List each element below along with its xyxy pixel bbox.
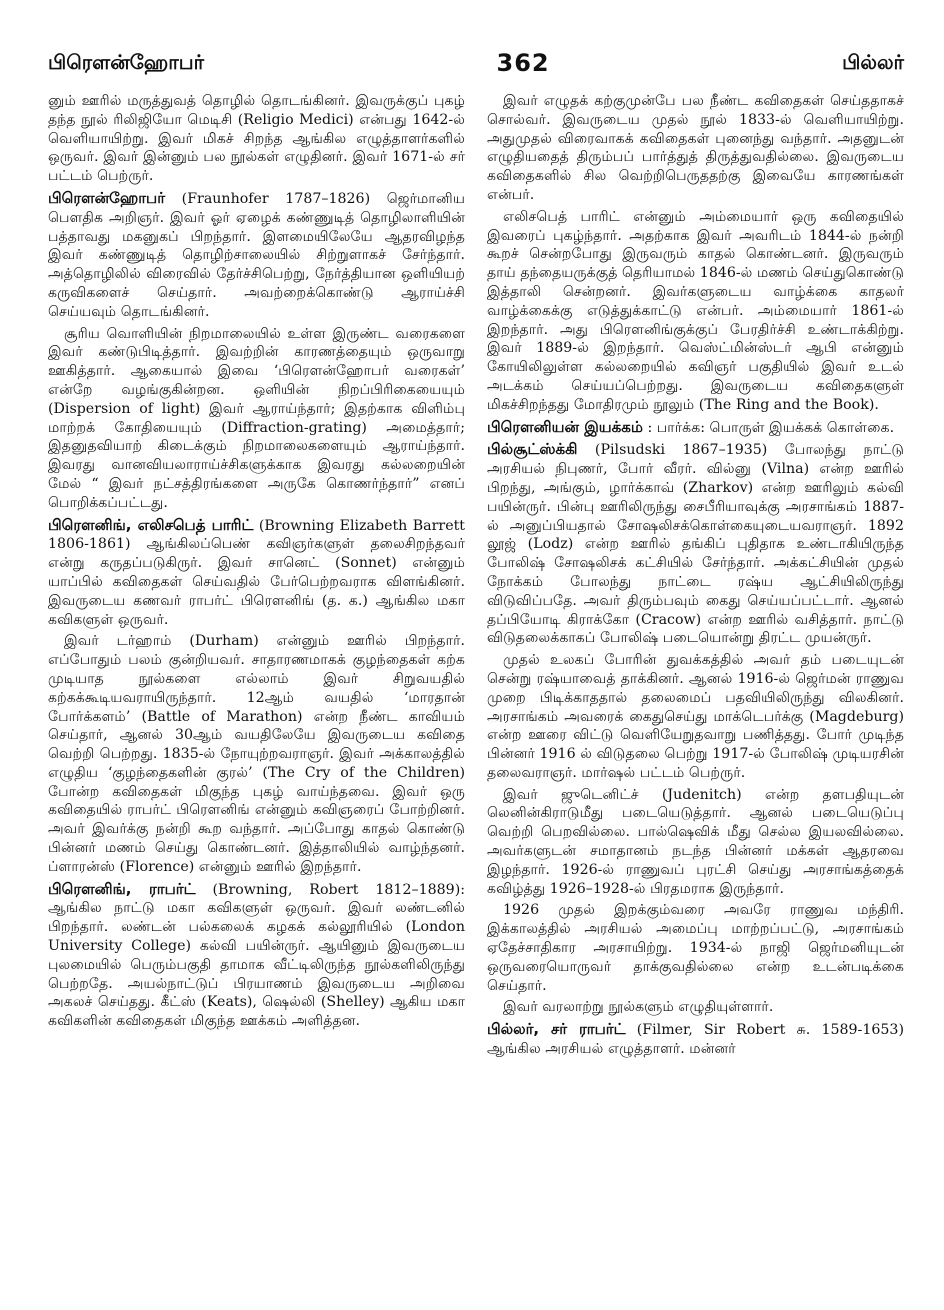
running-head	[48, 46, 904, 80]
entry-browning-elizabeth	[48, 516, 465, 630]
entry-text: (Fraunhofer 1787–1826) ஜெர்மானிய பௌதிக அறிஞர். இவர் ஓர் ஏழைக் கண்ணுடித் தொழிலாளியின் பத்தாவது மகனுகப் பிறந்தார். இளமையிலேயே ஆதரவிழந்த இவர் கண்ணுடித் தொழிற்சாலையில் சிற்றுளாகச் சேர்ந்தார். அத்தொழிலில் விரைவில் தேர்ச்சிபெற்று, நேர்த்தியான ஒளியியற் கருவிகளைச் செய்தார். அவற்றைக்கொண்டு ஆராய்ச்சி செய்யவும் தொடங்கினர்.	[48, 190, 465, 320]
entry-fraunhofer	[48, 189, 465, 322]
header-left-guideword: பிரௌன்ஹோபர்	[48, 49, 205, 74]
left-column	[48, 92, 465, 1302]
entry-headword: பில்லர், சர் ராபர்ட்	[487, 1020, 626, 1039]
right-column	[487, 92, 904, 1302]
entry-headword: பிரௌனிங், ராபர்ட்	[48, 879, 196, 898]
entry-text: (Pilsudski 1867–1935) போலந்து நாட்டு அரசியல் நிபுணர், போர் வீரர். வில்னு (Vilna) என்ற ஊரில் பிறந்து, அங்கும், ழார்க்காவ் (Zharkov) என்ற ஊரிலும் கல்வி பயின்ருர். பின்பு ஊரிலிருந்து சைபீரியாவுக்கு அரசாங்கம் 1887-ல் அனுப்பியதால் சோஷலிசக்கொள்கையுடையவராஞர். 1892 லூஜ் (Lodz) என்ற ஊரில் தங்கிப் புதிதாக உண்டாகியிருந்த போலிஷ் சோஷலிசக் கட்சியில் சேர்ந்தார். அக்கட்சியின் முதல் நோக்கம் போலந்து நாட்டை ரஷ்ய ஆட்சியிலிருந்து விடுவிப்பதே. அவர் திரும்பவும் கைது செய்யப்பட்டார். ஆனல் தப்பியோடி கிராக்கோ (Cracow) என்ற ஊரில் வசித்தார். நாட்டு விடுதலைக்காகப் போலிஷ் படையொன்று திரட்ட முயன்ருர்.	[487, 442, 904, 647]
entry-headword: பிரௌனிங், எலிசபெத் பாரிட்	[48, 515, 254, 534]
entry-text: : பார்க்க: பொருள் இயக்கக் கொள்கை.	[642, 419, 895, 436]
entry-filmer	[487, 1020, 904, 1059]
paragraph: 1926 முதல் இறக்கும்வரை அவரே ராணுவ மந்திரி. இக்காலத்தில் அரசியல் அமைப்பு மாற்றப்பட்டு, அரசாங்கம் ஏதேச்சாதிகார அரசாயிற்று. 1934-ல் நாஜி ஜெர்மனியுடன் ஒருவரையொருவர் தாக்குவதில்லை என்ற உடன்படிக்கை செய்தார்.	[487, 902, 904, 994]
paragraph: எலிசபெத் பாரிட் என்னும் அம்மையார் ஒரு கவிதையில் இவரைப் புகழ்ந்தார். அதற்காக இவர் அவரிடம் 1844-ல் நன்றி கூறச் சென்றபோது இருவரும் காதல் கொண்டனர். இருவரும் தாய் தந்தையருக்குத் தெரியாமல் 1846-ல் மணம் செய்துகொண்டு இத்தாலி சென்றனர். இவர்களுடைய வாழ்க்கை காதலர் வாழ்க்கைக்கு எடுத்துக்காட்டு என்பர். அம்மையார் 1861-ல் இறந்தார். அது பிரௌனிங்குக்குப் பேரதிர்ச்சி உண்டாக்கிற்று. இவர் 1889-ல் இறந்தார். வெஸ்ட்மின்ஸ்டர் ஆபி என்னும் கோயிலிலுள்ள கல்லறையில் கவிஞர் பகுதியில் இவர் உடல் அடக்கம் செய்யப்பெற்றது. இவருடைய கவிதைகளுள் மிகச்சிறந்தது மோதிரமும் நூலும் (The Ring and the Book).	[487, 208, 904, 413]
continued-paragraph: னும் ஊரில் மருத்துவத் தொழில் தொடங்கினர். இவருக்குப் புகழ் தந்த நூல் ரிலிஜியோ மெடிசி (Religio Medici) என்பது 1642-ல் வெளியாயிற்று. இவர் மிகச் சிறந்த ஆங்கில எழுத்தாளர்களில் ஒருவர். இவர் இன்னும் பல நூல்கள் எழுதினர். இவர் 1671-ல் சர் பட்டம் பெற்ருர்.	[48, 93, 465, 185]
entry-text: (Browning Elizabeth Barrett 1806-1861) ஆங்கிலப்பெண் கவிஞர்களுள் தலைசிறந்தவர் என்று கருதப்படுகிருர். இவர் சானெட் (Sonnet) என்னும் யாப்பில் கவிதைகள் செய்வதில் பேர்பெற்றவராக விளங்கினர். இவருடைய கணவர் ராபர்ட் பிரௌனிங் (த. க.) ஆங்கில மகா கவிகளுள் ஒருவர்.	[48, 517, 465, 628]
paragraph: இவர் ஜுடெனிட்ச் (Judenitch) என்ற தளபதியுடன் லெனின்கிராடுமீது படையெடுத்தார். ஆனல் படையெடுப்பு வெற்றி பெறவில்லை. பால்ஷெவிக் மீது செல்ல இயலவில்லை. அவர்களுடன் சமாதானம் நடந்த பின்னர் மக்கள் ஆதரவை இழந்தார். 1926-ல் ராணுவப் புரட்சி செய்து அரசாங்கத்தைக் கவிழ்த்து 1926–1928-ல் பிரதமராக இருந்தார்.	[487, 786, 904, 897]
paragraph: சூரிய வொளியின் நிறமாலையில் உள்ள இருண்ட வரைகளை இவர் கண்டுபிடித்தார். இவற்றின் காரணத்தையும் ஒருவாறு ஊகித்தார். ஆகையால் இவை ‘பிரௌன்ஹோபர் வரைகள்’ என்றே வழங்குகின்றன. ஒளியின் நிறப்பிரிகையையும் (Dispersion of light) இவர் ஆராய்ந்தார்; இதற்காக விளிம்பு மாற்றக் கோதியையும் (Diffraction-grating) அமைத்தார்; இதனுதவியாற் கிடைக்கும் நிறமாலைகளையும் ஆராய்ந்தார். இவரது வானவியலாராய்ச்சிகளுக்காக இவரது கல்லறையின் மேல் “ இவர் நட்சத்திரங்களை அருகே கொணர்ந்தார்” எனப் பொறிக்கப்பட்டது.	[48, 325, 465, 511]
entry-pilsudski	[487, 440, 904, 648]
paragraph: இவர் டர்ஹாம் (Durham) என்னும் ஊரில் பிறந்தார். எப்போதும் பலம் குன்றியவர். சாதாரணமாகக் குழந்தைகள் கற்க முடியாத நூல்களை எல்லாம் இவர் சிறுவயதில் கற்கக்கூடியவராயிருந்தார். 12ஆம் வயதில் ‘மாரதான் போர்க்களம்’ (Battle of Marathon) என்ற நீண்ட காவியம் செய்தார், ஆனல் 30ஆம் வயதிலேயே இவருடைய கவிதை வெற்றி பெற்றது. 1835-ல் நோயுற்றவராஞர். இவர் அக்காலத்தில் எழுதிய ‘குழந்தைகளின் குரல்’ (The Cry of the Children) போன்ற கவிதைகள் மிகுந்த புகழ் வாய்ந்தவை. இவர் ஒரு கவிதையில் ராபர்ட் பிரௌனிங் என்னும் கவிஞரைப் போற்றினர். அவர் இவர்க்கு நன்றி கூற வந்தார். அப்போது காதல் கொண்டு பின்னர் மணம் செய்து கொண்டனர். இத்தாலியில் வாழ்ந்தனர். ப்ளாரன்ஸ் (Florence) என்னும் ஊரில் இறந்தார்.	[48, 633, 465, 875]
paragraph: முதல் உலகப் போரின் துவக்கத்தில் அவர் தம் படையுடன் சென்று ரஷ்யாவைத் தாக்கினர். ஆனல் 1916-ல் ஜெர்மன் ராணுவ முறை பிடிக்காததால் தலைமைப் பதவியிலிருந்து விலகினர். அரசாங்கம் அவரைக் கைதுசெய்து மாக்டெபர்க்கு (Magdeburg) என்ற ஊரை விட்டு வெளியேறுதவாறு பணித்தது. போர் முடிந்த பின்னர் 1916 ல் விடுதலை பெற்று 1917-ல் போலிஷ் முடியரசின் தலைவராஞர். மார்ஷல் பட்டம் பெற்ருர்.	[487, 652, 904, 781]
paragraph: இவர் வரலாற்று நூல்களும் எழுதியுள்ளார்.	[503, 999, 774, 1016]
entry-browning-robert	[48, 880, 465, 1031]
header-right-guideword: பில்லர்	[842, 49, 904, 74]
entry-brownian-motion	[487, 418, 904, 438]
entry-headword: பில்சூட்ஸ்க்கி	[487, 440, 578, 459]
entry-text: (Browning, Robert 1812–1889): ஆங்கில நாட்டு மகா கவிகளுள் ஒருவர். இவர் லண்டனில் பிறந்தார். லண்டன் பல்கலைக் கழகக் கல்லூரியில் (London University College) கல்வி பயின்ருர். ஆயினும் இவருடைய புலமையில் பெரும்பகுதி தாமாக வீட்டிலிருந்த நூல்களிலிருந்து பெற்றதே. அயல்நாட்டுப் பிரயாணம் இவருடைய அறிவை அகலச் செய்தது. கீட்ஸ் (Keats), ஷெல்லி (Shelley) ஆகிய மகா கவிகளின் கவிதைகள் மிகுந்த ஊக்கம் அளித்தன.	[48, 881, 465, 1030]
entry-headword: பிரௌனியன் இயக்கம்	[487, 417, 643, 436]
entry-headword: பிரௌன்ஹோபர்	[48, 188, 166, 207]
text-columns	[48, 92, 904, 1302]
paragraph: இவர் எழுதக் கற்குமுன்பே பல நீண்ட கவிதைகள் செய்ததாகச் சொல்வர். இவருடைய முதல் நூல் 1833-ல் வெளியாயிற்று. அதுமுதல் விரைவாகக் கவிதைகள் புனைந்து வந்தார். அதனுடன் எழுதியதைத் திரும்பப் பார்த்துத் திருத்துவதில்லை. இவருடைய கவிதைகளில் சில வெற்றிபெருததற்கு இவையே காரணங்கள் என்பர்.	[487, 93, 904, 203]
entry-text: (Filmer, Sir Robert சு. 1589-1653) ஆங்கில அரசியல் எழுத்தாளர். மன்னர்	[487, 1022, 904, 1058]
page-number: 362	[496, 49, 550, 77]
